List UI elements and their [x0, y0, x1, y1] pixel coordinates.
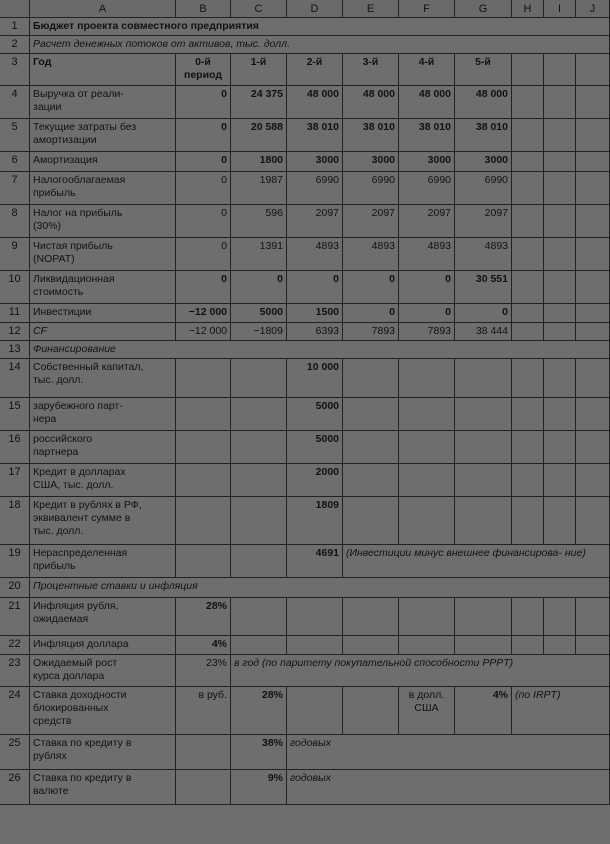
cell-c6[interactable]: 1800: [231, 152, 287, 172]
cell-f8[interactable]: 2097: [399, 205, 455, 238]
cell-g24[interactable]: 4%: [455, 687, 512, 735]
cell-a3[interactable]: Год: [30, 54, 176, 86]
cell-i16[interactable]: [544, 431, 576, 464]
cell-d25[interactable]: годовых: [287, 735, 610, 770]
column-header-h[interactable]: H: [512, 0, 544, 18]
cell-b6[interactable]: 0: [176, 152, 231, 172]
cell-j5[interactable]: [576, 119, 610, 152]
cell-g3[interactable]: 5-й: [455, 54, 512, 86]
cell-h24[interactable]: (по IRPT): [512, 687, 610, 735]
cell-g18[interactable]: [455, 497, 512, 545]
column-header-f[interactable]: F: [399, 0, 455, 18]
cell-h7[interactable]: [512, 172, 544, 205]
cell-a5[interactable]: Текущие затраты без амортизации: [30, 119, 176, 152]
cell-i15[interactable]: [544, 398, 576, 431]
cell-b4[interactable]: 0: [176, 86, 231, 119]
cell-b26[interactable]: [176, 770, 231, 805]
cell-e22[interactable]: [343, 636, 399, 655]
cell-i17[interactable]: [544, 464, 576, 497]
cell-a18[interactable]: Кредит в рублях в РФ, эквивалент сумме в тыс. долл.: [30, 497, 176, 545]
cell-d7[interactable]: 6990: [287, 172, 343, 205]
row-header-24[interactable]: 24: [0, 687, 30, 735]
cell-d3[interactable]: 2-й: [287, 54, 343, 86]
cell-h3[interactable]: [512, 54, 544, 86]
cell-i18[interactable]: [544, 497, 576, 545]
row-header-15[interactable]: 15: [0, 398, 30, 431]
cell-b13[interactable]: [176, 341, 231, 359]
cell-i8[interactable]: [544, 205, 576, 238]
cell-c11[interactable]: 5000: [231, 304, 287, 323]
cell-d6[interactable]: 3000: [287, 152, 343, 172]
cell-f12[interactable]: 7893: [399, 323, 455, 341]
cell-c15[interactable]: [231, 398, 287, 431]
row-header-6[interactable]: 6: [0, 152, 30, 172]
cell-g12[interactable]: 38 444: [455, 323, 512, 341]
cell-f21[interactable]: [399, 598, 455, 636]
cell-j16[interactable]: [576, 431, 610, 464]
cell-a17[interactable]: Кредит в долларах США, тыс. долл.: [30, 464, 176, 497]
cell-e5[interactable]: 38 010: [343, 119, 399, 152]
cell-e10[interactable]: 0: [343, 271, 399, 304]
cell-b18[interactable]: [176, 497, 231, 545]
cell-b22[interactable]: 4%: [176, 636, 231, 655]
cell-i10[interactable]: [544, 271, 576, 304]
cell-d16[interactable]: 5000: [287, 431, 343, 464]
cell-f5[interactable]: 38 010: [399, 119, 455, 152]
cell-h9[interactable]: [512, 238, 544, 271]
cell-f3[interactable]: 4-й: [399, 54, 455, 86]
cell-j10[interactable]: [576, 271, 610, 304]
cell-a20[interactable]: Процентные ставки и инфляция: [30, 578, 610, 598]
cell-f11[interactable]: 0: [399, 304, 455, 323]
row-header-22[interactable]: 22: [0, 636, 30, 655]
cell-d12[interactable]: 6393: [287, 323, 343, 341]
cell-h5[interactable]: [512, 119, 544, 152]
row-header-1[interactable]: 1: [0, 18, 30, 36]
cell-d15[interactable]: 5000: [287, 398, 343, 431]
cell-h15[interactable]: [512, 398, 544, 431]
cell-c17[interactable]: [231, 464, 287, 497]
row-header-14[interactable]: 14: [0, 359, 30, 398]
cell-h12[interactable]: [512, 323, 544, 341]
cell-c25[interactable]: 38%: [231, 735, 287, 770]
cell-j11[interactable]: [576, 304, 610, 323]
cell-e3[interactable]: 3-й: [343, 54, 399, 86]
row-header-4[interactable]: 4: [0, 86, 30, 119]
cell-a22[interactable]: Инфляция доллара: [30, 636, 176, 655]
column-header-d[interactable]: D: [287, 0, 343, 18]
cell-h10[interactable]: [512, 271, 544, 304]
cell-c5[interactable]: 20 588: [231, 119, 287, 152]
cell-c8[interactable]: 596: [231, 205, 287, 238]
row-header-13[interactable]: 13: [0, 341, 30, 359]
row-header-3[interactable]: 3: [0, 54, 30, 86]
cell-e9[interactable]: 4893: [343, 238, 399, 271]
cell-h18[interactable]: [512, 497, 544, 545]
cell-j17[interactable]: [576, 464, 610, 497]
cell-a23[interactable]: Ожидаемый рост курса доллара: [30, 655, 176, 687]
cell-a24[interactable]: Ставка доходности блокированных средств: [30, 687, 176, 735]
cell-f10[interactable]: 0: [399, 271, 455, 304]
cell-h17[interactable]: [512, 464, 544, 497]
cell-i4[interactable]: [544, 86, 576, 119]
cell-e19[interactable]: (Инвестиции минус внешнее финансирова- ние): [343, 545, 610, 578]
cell-a26[interactable]: Ставка по кредиту в валюте: [30, 770, 176, 805]
row-header-19[interactable]: 19: [0, 545, 30, 578]
cell-g13[interactable]: [455, 341, 512, 359]
cell-i11[interactable]: [544, 304, 576, 323]
cell-j6[interactable]: [576, 152, 610, 172]
cell-d21[interactable]: [287, 598, 343, 636]
cell-h21[interactable]: [512, 598, 544, 636]
cell-h4[interactable]: [512, 86, 544, 119]
cell-b23[interactable]: 23%: [176, 655, 231, 687]
cell-d22[interactable]: [287, 636, 343, 655]
cell-j7[interactable]: [576, 172, 610, 205]
cell-a19[interactable]: Нераспределенная прибыль: [30, 545, 176, 578]
cell-i9[interactable]: [544, 238, 576, 271]
column-header-i[interactable]: I: [544, 0, 576, 18]
cell-b14[interactable]: [176, 359, 231, 398]
row-header-21[interactable]: 21: [0, 598, 30, 636]
cell-j15[interactable]: [576, 398, 610, 431]
cell-f13[interactable]: [399, 341, 455, 359]
cell-g6[interactable]: 3000: [455, 152, 512, 172]
cell-e18[interactable]: [343, 497, 399, 545]
cell-c18[interactable]: [231, 497, 287, 545]
cell-c3[interactable]: 1-й: [231, 54, 287, 86]
cell-g16[interactable]: [455, 431, 512, 464]
row-header-23[interactable]: 23: [0, 655, 30, 687]
cell-h16[interactable]: [512, 431, 544, 464]
cell-i3[interactable]: [544, 54, 576, 86]
cell-j9[interactable]: [576, 238, 610, 271]
cell-c22[interactable]: [231, 636, 287, 655]
cell-e13[interactable]: [343, 341, 399, 359]
column-header-a[interactable]: A: [30, 0, 176, 18]
cell-i6[interactable]: [544, 152, 576, 172]
cell-i14[interactable]: [544, 359, 576, 398]
cell-c23[interactable]: в год (по паритету покупательной способности PPPT): [231, 655, 610, 687]
cell-e17[interactable]: [343, 464, 399, 497]
cell-d4[interactable]: 48 000: [287, 86, 343, 119]
cell-b21[interactable]: 28%: [176, 598, 231, 636]
cell-b24[interactable]: в руб.: [176, 687, 231, 735]
cell-b3[interactable]: 0-й период: [176, 54, 231, 86]
cell-b7[interactable]: 0: [176, 172, 231, 205]
cell-j8[interactable]: [576, 205, 610, 238]
cell-e24[interactable]: [343, 687, 399, 735]
cell-j4[interactable]: [576, 86, 610, 119]
cell-h6[interactable]: [512, 152, 544, 172]
cell-i21[interactable]: [544, 598, 576, 636]
row-header-18[interactable]: 18: [0, 497, 30, 545]
cell-h14[interactable]: [512, 359, 544, 398]
row-header-8[interactable]: 8: [0, 205, 30, 238]
cell-e8[interactable]: 2097: [343, 205, 399, 238]
cell-a21[interactable]: Инфляция рубля, ожидаемая: [30, 598, 176, 636]
cell-b5[interactable]: 0: [176, 119, 231, 152]
cell-a4[interactable]: Выручка от реали- зации: [30, 86, 176, 119]
cell-e11[interactable]: 0: [343, 304, 399, 323]
cell-g10[interactable]: 30 551: [455, 271, 512, 304]
cell-f15[interactable]: [399, 398, 455, 431]
cell-e7[interactable]: 6990: [343, 172, 399, 205]
cell-e6[interactable]: 3000: [343, 152, 399, 172]
cell-a6[interactable]: Амортизация: [30, 152, 176, 172]
cell-f24[interactable]: в долл. США: [399, 687, 455, 735]
cell-i22[interactable]: [544, 636, 576, 655]
cell-d26[interactable]: годовых: [287, 770, 610, 805]
row-header-12[interactable]: 12: [0, 323, 30, 341]
cell-d24[interactable]: [287, 687, 343, 735]
cell-a15[interactable]: зарубежного парт- нера: [30, 398, 176, 431]
cell-i7[interactable]: [544, 172, 576, 205]
cell-a10[interactable]: Ликвидационная стоимость: [30, 271, 176, 304]
cell-g9[interactable]: 4893: [455, 238, 512, 271]
cell-c10[interactable]: 0: [231, 271, 287, 304]
cell-d13[interactable]: [287, 341, 343, 359]
cell-j13[interactable]: [576, 341, 610, 359]
cell-a16[interactable]: российского партнера: [30, 431, 176, 464]
cell-g22[interactable]: [455, 636, 512, 655]
cell-g14[interactable]: [455, 359, 512, 398]
cell-d19[interactable]: 4691: [287, 545, 343, 578]
cell-f4[interactable]: 48 000: [399, 86, 455, 119]
cell-i5[interactable]: [544, 119, 576, 152]
cell-a11[interactable]: Инвестиции: [30, 304, 176, 323]
cell-a25[interactable]: Ставка по кредиту в рублях: [30, 735, 176, 770]
cell-c14[interactable]: [231, 359, 287, 398]
cell-a8[interactable]: Налог на прибыль (30%): [30, 205, 176, 238]
cell-b9[interactable]: 0: [176, 238, 231, 271]
cell-i13[interactable]: [544, 341, 576, 359]
cell-f14[interactable]: [399, 359, 455, 398]
cell-a2[interactable]: Расчет денежных потоков от активов, тыс. долл.: [30, 36, 610, 54]
cell-j21[interactable]: [576, 598, 610, 636]
cell-b19[interactable]: [176, 545, 231, 578]
cell-d11[interactable]: 1500: [287, 304, 343, 323]
column-header-g[interactable]: G: [455, 0, 512, 18]
cell-d8[interactable]: 2097: [287, 205, 343, 238]
row-header-5[interactable]: 5: [0, 119, 30, 152]
cell-j18[interactable]: [576, 497, 610, 545]
cell-g17[interactable]: [455, 464, 512, 497]
cell-f16[interactable]: [399, 431, 455, 464]
row-header-26[interactable]: 26: [0, 770, 30, 805]
cell-c21[interactable]: [231, 598, 287, 636]
cell-c7[interactable]: 1987: [231, 172, 287, 205]
cell-f7[interactable]: 6990: [399, 172, 455, 205]
cell-b17[interactable]: [176, 464, 231, 497]
cell-c12[interactable]: −1809: [231, 323, 287, 341]
column-header-j[interactable]: J: [576, 0, 610, 18]
cell-e21[interactable]: [343, 598, 399, 636]
cell-f18[interactable]: [399, 497, 455, 545]
cell-g5[interactable]: 38 010: [455, 119, 512, 152]
cell-j14[interactable]: [576, 359, 610, 398]
cell-i12[interactable]: [544, 323, 576, 341]
cell-f22[interactable]: [399, 636, 455, 655]
cell-c16[interactable]: [231, 431, 287, 464]
cell-a14[interactable]: Собственный капитал, тыс. долл.: [30, 359, 176, 398]
cell-a1[interactable]: Бюджет проекта совместного предприятия: [30, 18, 610, 36]
cell-c19[interactable]: [231, 545, 287, 578]
row-header-7[interactable]: 7: [0, 172, 30, 205]
cell-h22[interactable]: [512, 636, 544, 655]
cell-h8[interactable]: [512, 205, 544, 238]
cell-e4[interactable]: 48 000: [343, 86, 399, 119]
row-header-11[interactable]: 11: [0, 304, 30, 323]
cell-b8[interactable]: 0: [176, 205, 231, 238]
cell-f9[interactable]: 4893: [399, 238, 455, 271]
cell-b10[interactable]: 0: [176, 271, 231, 304]
cell-g8[interactable]: 2097: [455, 205, 512, 238]
row-header-10[interactable]: 10: [0, 271, 30, 304]
cell-j22[interactable]: [576, 636, 610, 655]
cell-g4[interactable]: 48 000: [455, 86, 512, 119]
cell-a13[interactable]: Финансирование: [30, 341, 176, 359]
cell-a7[interactable]: Налогооблагаемая прибыль: [30, 172, 176, 205]
cell-b15[interactable]: [176, 398, 231, 431]
row-header-16[interactable]: 16: [0, 431, 30, 464]
column-header-c[interactable]: C: [231, 0, 287, 18]
cell-d9[interactable]: 4893: [287, 238, 343, 271]
cell-g21[interactable]: [455, 598, 512, 636]
cell-d17[interactable]: 2000: [287, 464, 343, 497]
row-header-2[interactable]: 2: [0, 36, 30, 54]
row-header-17[interactable]: 17: [0, 464, 30, 497]
cell-d5[interactable]: 38 010: [287, 119, 343, 152]
corner-cell: [0, 0, 30, 18]
cell-g7[interactable]: 6990: [455, 172, 512, 205]
cell-b16[interactable]: [176, 431, 231, 464]
cell-j3[interactable]: [576, 54, 610, 86]
cell-a9[interactable]: Чистая прибыль (NOPAT): [30, 238, 176, 271]
cell-a12[interactable]: CF: [30, 323, 176, 341]
cell-g15[interactable]: [455, 398, 512, 431]
cell-h11[interactable]: [512, 304, 544, 323]
cell-h13[interactable]: [512, 341, 544, 359]
cell-e16[interactable]: [343, 431, 399, 464]
cell-g11[interactable]: 0: [455, 304, 512, 323]
row-header-25[interactable]: 25: [0, 735, 30, 770]
cell-d10[interactable]: 0: [287, 271, 343, 304]
cell-f17[interactable]: [399, 464, 455, 497]
cell-e14[interactable]: [343, 359, 399, 398]
cell-c13[interactable]: [231, 341, 287, 359]
column-header-b[interactable]: B: [176, 0, 231, 18]
cell-b25[interactable]: [176, 735, 231, 770]
cell-c4[interactable]: 24 375: [231, 86, 287, 119]
cell-e15[interactable]: [343, 398, 399, 431]
cell-f6[interactable]: 3000: [399, 152, 455, 172]
cell-j12[interactable]: [576, 323, 610, 341]
row-header-9[interactable]: 9: [0, 238, 30, 271]
cell-d18[interactable]: 1809: [287, 497, 343, 545]
cell-e12[interactable]: 7893: [343, 323, 399, 341]
cell-b12[interactable]: −12 000: [176, 323, 231, 341]
cell-b11[interactable]: −12 000: [176, 304, 231, 323]
cell-c9[interactable]: 1391: [231, 238, 287, 271]
row-header-20[interactable]: 20: [0, 578, 30, 598]
cell-c24[interactable]: 28%: [231, 687, 287, 735]
column-header-e[interactable]: E: [343, 0, 399, 18]
cell-c26[interactable]: 9%: [231, 770, 287, 805]
cell-d14[interactable]: 10 000: [287, 359, 343, 398]
